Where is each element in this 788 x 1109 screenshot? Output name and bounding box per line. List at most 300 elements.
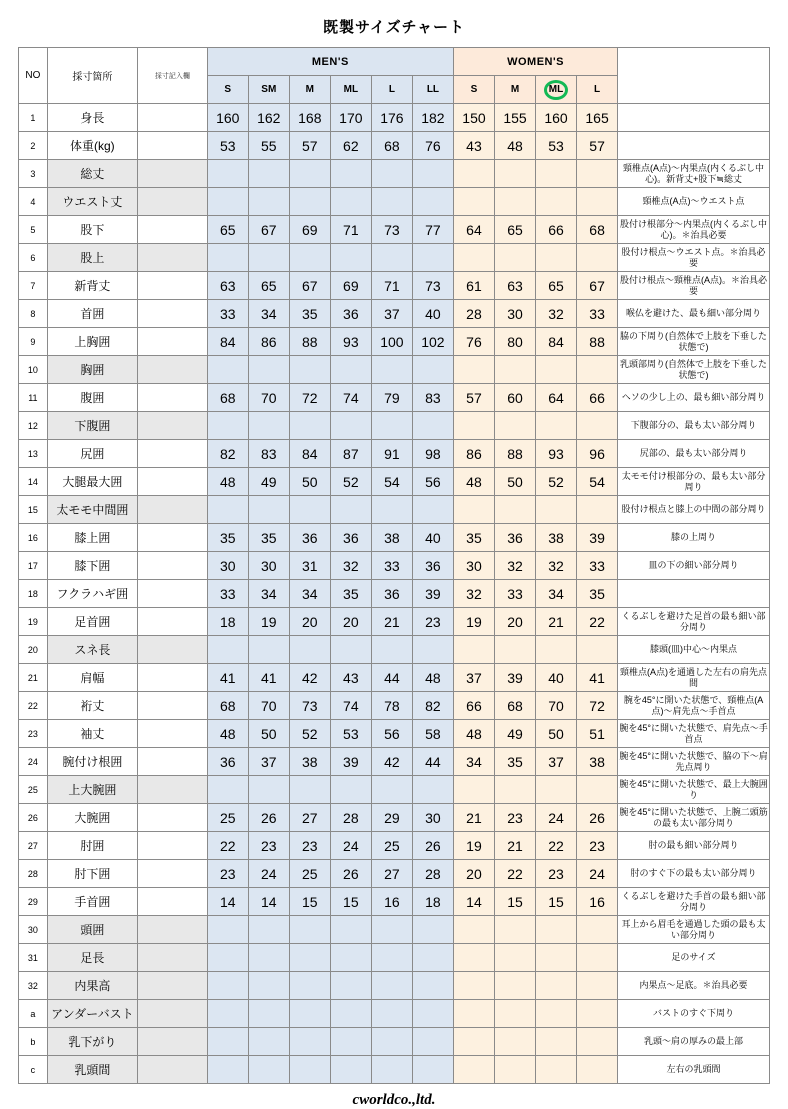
men-value-cell <box>371 972 412 1000</box>
women-value-cell: 57 <box>577 132 618 160</box>
women-value-cell: 22 <box>577 608 618 636</box>
men-value-cell: 20 <box>330 608 371 636</box>
men-value-cell: 26 <box>412 832 453 860</box>
women-value-cell: 165 <box>577 104 618 132</box>
men-value-cell: 54 <box>371 468 412 496</box>
row-number: 29 <box>19 888 48 916</box>
men-value-cell <box>248 356 289 384</box>
women-value-cell <box>536 1000 577 1028</box>
men-value-cell: 41 <box>248 664 289 692</box>
men-value-cell: 34 <box>248 300 289 328</box>
men-value-cell <box>412 160 453 188</box>
table-row <box>19 636 770 664</box>
table-row <box>19 468 770 496</box>
measurement-input-cell[interactable] <box>137 356 207 384</box>
measurement-note: 耳上から眉毛を通過した頭の最も太い部分周り <box>618 916 770 944</box>
women-value-cell: 39 <box>494 664 535 692</box>
men-value-cell <box>371 1056 412 1084</box>
women-value-cell <box>536 944 577 972</box>
row-number: 25 <box>19 776 48 804</box>
men-value-cell: 49 <box>248 468 289 496</box>
men-value-cell: 76 <box>412 132 453 160</box>
men-value-cell: 62 <box>330 132 371 160</box>
measurement-input-cell[interactable] <box>137 580 207 608</box>
table-row <box>19 804 770 832</box>
women-value-cell: 48 <box>494 132 535 160</box>
measurement-input-cell[interactable] <box>137 832 207 860</box>
women-value-cell <box>536 496 577 524</box>
women-value-cell: 61 <box>453 272 494 300</box>
men-value-cell: 36 <box>412 552 453 580</box>
women-value-cell: 23 <box>536 860 577 888</box>
women-value-cell: 21 <box>494 832 535 860</box>
women-value-cell: 33 <box>577 300 618 328</box>
women-value-cell: 50 <box>494 468 535 496</box>
men-value-cell: 26 <box>330 860 371 888</box>
table-row <box>19 944 770 972</box>
men-value-cell <box>330 244 371 272</box>
men-value-cell <box>248 160 289 188</box>
men-value-cell: 14 <box>207 888 248 916</box>
row-number: 7 <box>19 272 48 300</box>
row-number: 26 <box>19 804 48 832</box>
men-value-cell <box>207 160 248 188</box>
men-value-cell: 37 <box>371 300 412 328</box>
women-value-cell <box>494 412 535 440</box>
measurement-part-name: 腹囲 <box>47 384 137 412</box>
table-row <box>19 776 770 804</box>
men-value-cell: 14 <box>248 888 289 916</box>
table-row <box>19 692 770 720</box>
women-value-cell: 63 <box>494 272 535 300</box>
measurement-input-cell[interactable] <box>137 160 207 188</box>
measurement-note <box>618 580 770 608</box>
men-value-cell: 84 <box>207 328 248 356</box>
header-men-size-s: S <box>207 76 248 104</box>
row-number: 8 <box>19 300 48 328</box>
header-men-size-l: L <box>371 76 412 104</box>
women-value-cell: 65 <box>536 272 577 300</box>
men-value-cell <box>330 188 371 216</box>
measurement-note: 肘のすぐ下の最も太い部分周り <box>618 860 770 888</box>
women-value-cell <box>453 356 494 384</box>
measurement-part-name: ウエスト丈 <box>47 188 137 216</box>
measurement-input-cell[interactable] <box>137 944 207 972</box>
row-number: 18 <box>19 580 48 608</box>
men-value-cell <box>248 636 289 664</box>
table-row <box>19 440 770 468</box>
men-value-cell: 30 <box>248 552 289 580</box>
header-men-size-m: M <box>289 76 330 104</box>
measurement-input-cell[interactable] <box>137 1028 207 1056</box>
measurement-note: 腕を45°に開いた状態で、肩先点〜手首点 <box>618 720 770 748</box>
women-value-cell <box>453 160 494 188</box>
measurement-input-cell[interactable] <box>137 916 207 944</box>
men-value-cell <box>207 944 248 972</box>
women-value-cell <box>494 1000 535 1028</box>
measurement-part-name: 下腹囲 <box>47 412 137 440</box>
men-value-cell <box>248 776 289 804</box>
women-value-cell: 41 <box>577 664 618 692</box>
men-value-cell: 36 <box>207 748 248 776</box>
men-value-cell: 83 <box>248 440 289 468</box>
men-value-cell: 50 <box>248 720 289 748</box>
measurement-part-name: 腕付け根囲 <box>47 748 137 776</box>
women-value-cell: 51 <box>577 720 618 748</box>
measurement-input-cell[interactable] <box>137 440 207 468</box>
measurement-input-cell[interactable] <box>137 636 207 664</box>
men-value-cell <box>412 496 453 524</box>
table-row <box>19 216 770 244</box>
women-value-cell <box>494 356 535 384</box>
men-value-cell: 25 <box>289 860 330 888</box>
women-value-cell: 72 <box>577 692 618 720</box>
men-value-cell: 52 <box>289 720 330 748</box>
men-value-cell: 22 <box>207 832 248 860</box>
men-value-cell <box>248 1056 289 1084</box>
measurement-note: 股付け根点〜ウエスト点。＊治具必要 <box>618 244 770 272</box>
men-value-cell <box>289 944 330 972</box>
men-value-cell <box>289 356 330 384</box>
men-value-cell: 36 <box>289 524 330 552</box>
women-value-cell: 68 <box>577 216 618 244</box>
men-value-cell: 70 <box>248 384 289 412</box>
measurement-part-name: 肘囲 <box>47 832 137 860</box>
women-value-cell: 16 <box>577 888 618 916</box>
measurement-note: 腕を45°に開いた状態で、脇の下〜肩先点周り <box>618 748 770 776</box>
women-value-cell: 93 <box>536 440 577 468</box>
measurement-part-name: 新背丈 <box>47 272 137 300</box>
measurement-input-cell[interactable] <box>137 412 207 440</box>
women-value-cell: 33 <box>494 580 535 608</box>
women-value-cell: 15 <box>536 888 577 916</box>
women-value-cell <box>577 972 618 1000</box>
women-value-cell <box>536 972 577 1000</box>
measurement-input-cell[interactable] <box>137 664 207 692</box>
row-number: 4 <box>19 188 48 216</box>
women-value-cell <box>453 496 494 524</box>
women-value-cell <box>536 356 577 384</box>
men-value-cell: 69 <box>289 216 330 244</box>
women-value-cell <box>494 244 535 272</box>
measurement-input-cell[interactable] <box>137 468 207 496</box>
row-number: 17 <box>19 552 48 580</box>
measurement-input-cell[interactable] <box>137 216 207 244</box>
men-value-cell <box>371 944 412 972</box>
header-no: NO <box>19 48 48 104</box>
women-value-cell: 28 <box>453 300 494 328</box>
table-row <box>19 524 770 552</box>
measurement-input-cell[interactable] <box>137 1056 207 1084</box>
men-value-cell: 48 <box>207 468 248 496</box>
men-value-cell: 71 <box>371 272 412 300</box>
measurement-input-cell[interactable] <box>137 300 207 328</box>
women-value-cell <box>577 944 618 972</box>
men-value-cell: 18 <box>412 888 453 916</box>
measurement-input-cell[interactable] <box>137 328 207 356</box>
men-value-cell: 93 <box>330 328 371 356</box>
men-value-cell <box>248 1000 289 1028</box>
men-value-cell: 15 <box>289 888 330 916</box>
women-value-cell <box>577 916 618 944</box>
measurement-note <box>618 104 770 132</box>
men-value-cell: 30 <box>207 552 248 580</box>
header-women-size-m: M <box>494 76 535 104</box>
measurement-note: くるぶしを避けた手首の最も細い部分周り <box>618 888 770 916</box>
men-value-cell <box>412 1028 453 1056</box>
table-row <box>19 328 770 356</box>
measurement-input-cell[interactable] <box>137 244 207 272</box>
men-value-cell <box>412 916 453 944</box>
men-value-cell <box>248 916 289 944</box>
row-number: 15 <box>19 496 48 524</box>
men-value-cell <box>412 244 453 272</box>
women-value-cell <box>577 1000 618 1028</box>
measurement-note: 腕を45°に開いた状態で、頸椎点(A点)〜肩先点〜手首点 <box>618 692 770 720</box>
women-value-cell: 86 <box>453 440 494 468</box>
men-value-cell <box>248 188 289 216</box>
men-value-cell: 39 <box>330 748 371 776</box>
women-value-cell: 35 <box>577 580 618 608</box>
row-number: a <box>19 1000 48 1028</box>
men-value-cell: 53 <box>330 720 371 748</box>
table-row <box>19 300 770 328</box>
size-chart-table <box>18 47 770 1084</box>
men-value-cell: 68 <box>207 384 248 412</box>
women-value-cell: 21 <box>536 608 577 636</box>
footer-logo: cworldco.,ltd. <box>352 1092 436 1108</box>
women-value-cell <box>536 776 577 804</box>
men-value-cell: 32 <box>330 552 371 580</box>
men-value-cell: 42 <box>289 664 330 692</box>
measurement-input-cell[interactable] <box>137 860 207 888</box>
measurement-part-name: 足長 <box>47 944 137 972</box>
men-value-cell <box>330 776 371 804</box>
men-value-cell: 56 <box>412 468 453 496</box>
women-value-cell: 32 <box>536 300 577 328</box>
women-value-cell: 20 <box>494 608 535 636</box>
men-value-cell <box>207 636 248 664</box>
measurement-note: 腕を45°に開いた状態で、上腕二頭筋の最も太い部分周り <box>618 804 770 832</box>
men-value-cell <box>330 496 371 524</box>
women-value-cell: 160 <box>536 104 577 132</box>
measurement-input-cell[interactable] <box>137 272 207 300</box>
men-value-cell: 88 <box>289 328 330 356</box>
women-value-cell <box>536 1028 577 1056</box>
measurement-input-cell[interactable] <box>137 552 207 580</box>
measurement-note <box>618 132 770 160</box>
men-value-cell: 68 <box>207 692 248 720</box>
measurement-part-name: 頭囲 <box>47 916 137 944</box>
row-number: 19 <box>19 608 48 636</box>
table-row <box>19 552 770 580</box>
measurement-part-name: 太モモ中間囲 <box>47 496 137 524</box>
women-value-cell: 34 <box>536 580 577 608</box>
table-row <box>19 244 770 272</box>
men-value-cell: 42 <box>371 748 412 776</box>
men-value-cell <box>248 496 289 524</box>
women-value-cell: 20 <box>453 860 494 888</box>
table-row <box>19 272 770 300</box>
men-value-cell <box>371 244 412 272</box>
measurement-input-cell[interactable] <box>137 104 207 132</box>
women-value-cell: 68 <box>494 692 535 720</box>
men-value-cell: 36 <box>371 580 412 608</box>
row-number: 32 <box>19 972 48 1000</box>
measurement-part-name: アンダーバスト <box>47 1000 137 1028</box>
measurement-part-name: 乳頭間 <box>47 1056 137 1084</box>
measurement-input-cell[interactable] <box>137 888 207 916</box>
women-value-cell <box>577 160 618 188</box>
men-value-cell: 29 <box>371 804 412 832</box>
measurement-input-cell[interactable] <box>137 608 207 636</box>
women-value-cell: 22 <box>494 860 535 888</box>
men-value-cell: 35 <box>207 524 248 552</box>
measurement-input-cell[interactable] <box>137 1000 207 1028</box>
measurement-input-cell[interactable] <box>137 748 207 776</box>
women-value-cell <box>453 636 494 664</box>
women-value-cell: 65 <box>494 216 535 244</box>
measurement-input-cell[interactable] <box>137 496 207 524</box>
row-number: 13 <box>19 440 48 468</box>
women-value-cell <box>494 636 535 664</box>
measurement-note: 股付け根点と膝上の中間の部分周り <box>618 496 770 524</box>
men-value-cell: 100 <box>371 328 412 356</box>
men-value-cell <box>330 356 371 384</box>
measurement-part-name: 尻囲 <box>47 440 137 468</box>
measurement-note: 左右の乳頭間 <box>618 1056 770 1084</box>
men-value-cell: 56 <box>371 720 412 748</box>
measurement-input-cell[interactable] <box>137 132 207 160</box>
men-value-cell: 67 <box>248 216 289 244</box>
table-row <box>19 580 770 608</box>
men-value-cell <box>248 944 289 972</box>
men-value-cell: 23 <box>248 832 289 860</box>
measurement-input-cell[interactable] <box>137 776 207 804</box>
header-women-size-ml-label: ML <box>548 84 564 95</box>
measurement-input-cell[interactable] <box>137 692 207 720</box>
row-number: 23 <box>19 720 48 748</box>
measurement-part-name: 肩幅 <box>47 664 137 692</box>
table-row <box>19 1056 770 1084</box>
measurement-input-cell[interactable] <box>137 384 207 412</box>
women-value-cell: 53 <box>536 132 577 160</box>
row-number: 14 <box>19 468 48 496</box>
measurement-part-name: 内果高 <box>47 972 137 1000</box>
men-value-cell: 34 <box>248 580 289 608</box>
men-value-cell <box>330 1056 371 1084</box>
men-value-cell: 48 <box>207 720 248 748</box>
men-value-cell: 44 <box>412 748 453 776</box>
women-value-cell <box>577 776 618 804</box>
men-value-cell: 102 <box>412 328 453 356</box>
men-value-cell <box>289 1056 330 1084</box>
women-value-cell: 15 <box>494 888 535 916</box>
men-value-cell: 35 <box>248 524 289 552</box>
header-women-size-ml <box>536 76 577 104</box>
measurement-part-name: 上胸囲 <box>47 328 137 356</box>
row-number: 31 <box>19 944 48 972</box>
men-value-cell: 52 <box>330 468 371 496</box>
women-value-cell: 35 <box>494 748 535 776</box>
row-number: 22 <box>19 692 48 720</box>
women-value-cell: 32 <box>494 552 535 580</box>
table-row <box>19 160 770 188</box>
men-value-cell: 176 <box>371 104 412 132</box>
header-mens: MEN'S <box>207 48 453 76</box>
header-men-size-ml: ML <box>330 76 371 104</box>
measurement-part-name: 股下 <box>47 216 137 244</box>
measurement-part-name: 上大腕囲 <box>47 776 137 804</box>
men-value-cell: 23 <box>289 832 330 860</box>
men-value-cell: 74 <box>330 384 371 412</box>
men-value-cell: 33 <box>207 580 248 608</box>
men-value-cell <box>412 1056 453 1084</box>
men-value-cell: 26 <box>248 804 289 832</box>
table-row <box>19 860 770 888</box>
women-value-cell: 43 <box>453 132 494 160</box>
men-value-cell: 65 <box>248 272 289 300</box>
table-row <box>19 608 770 636</box>
men-value-cell: 162 <box>248 104 289 132</box>
men-value-cell: 79 <box>371 384 412 412</box>
men-value-cell <box>289 412 330 440</box>
women-value-cell <box>577 1056 618 1084</box>
row-number: 21 <box>19 664 48 692</box>
measurement-input-cell[interactable] <box>137 804 207 832</box>
men-value-cell <box>371 1028 412 1056</box>
women-value-cell <box>536 412 577 440</box>
men-value-cell <box>289 244 330 272</box>
women-value-cell: 19 <box>453 608 494 636</box>
measurement-note: 膝の上周り <box>618 524 770 552</box>
men-value-cell <box>412 776 453 804</box>
women-value-cell <box>577 412 618 440</box>
men-value-cell: 69 <box>330 272 371 300</box>
measurement-part-name: 膝上囲 <box>47 524 137 552</box>
women-value-cell: 50 <box>536 720 577 748</box>
header-men-size-sm: SM <box>248 76 289 104</box>
women-value-cell <box>577 356 618 384</box>
women-value-cell <box>453 244 494 272</box>
women-value-cell: 38 <box>536 524 577 552</box>
men-value-cell <box>412 412 453 440</box>
men-value-cell: 24 <box>248 860 289 888</box>
measurement-part-name: 総丈 <box>47 160 137 188</box>
women-value-cell: 32 <box>453 580 494 608</box>
men-value-cell: 16 <box>371 888 412 916</box>
measurement-input-cell[interactable] <box>137 188 207 216</box>
men-value-cell: 34 <box>289 580 330 608</box>
measurement-part-name: 胸囲 <box>47 356 137 384</box>
header-women-size-s: S <box>453 76 494 104</box>
measurement-input-cell[interactable] <box>137 720 207 748</box>
measurement-input-cell[interactable] <box>137 972 207 1000</box>
men-value-cell: 25 <box>207 804 248 832</box>
women-value-cell <box>453 1056 494 1084</box>
women-value-cell <box>453 776 494 804</box>
men-value-cell: 36 <box>330 300 371 328</box>
row-number: 27 <box>19 832 48 860</box>
measurement-input-cell[interactable] <box>137 524 207 552</box>
men-value-cell: 70 <box>248 692 289 720</box>
men-value-cell <box>371 496 412 524</box>
women-value-cell: 37 <box>453 664 494 692</box>
women-value-cell <box>536 244 577 272</box>
women-value-cell: 64 <box>536 384 577 412</box>
men-value-cell <box>207 972 248 1000</box>
measurement-part-name: 大腿最大囲 <box>47 468 137 496</box>
